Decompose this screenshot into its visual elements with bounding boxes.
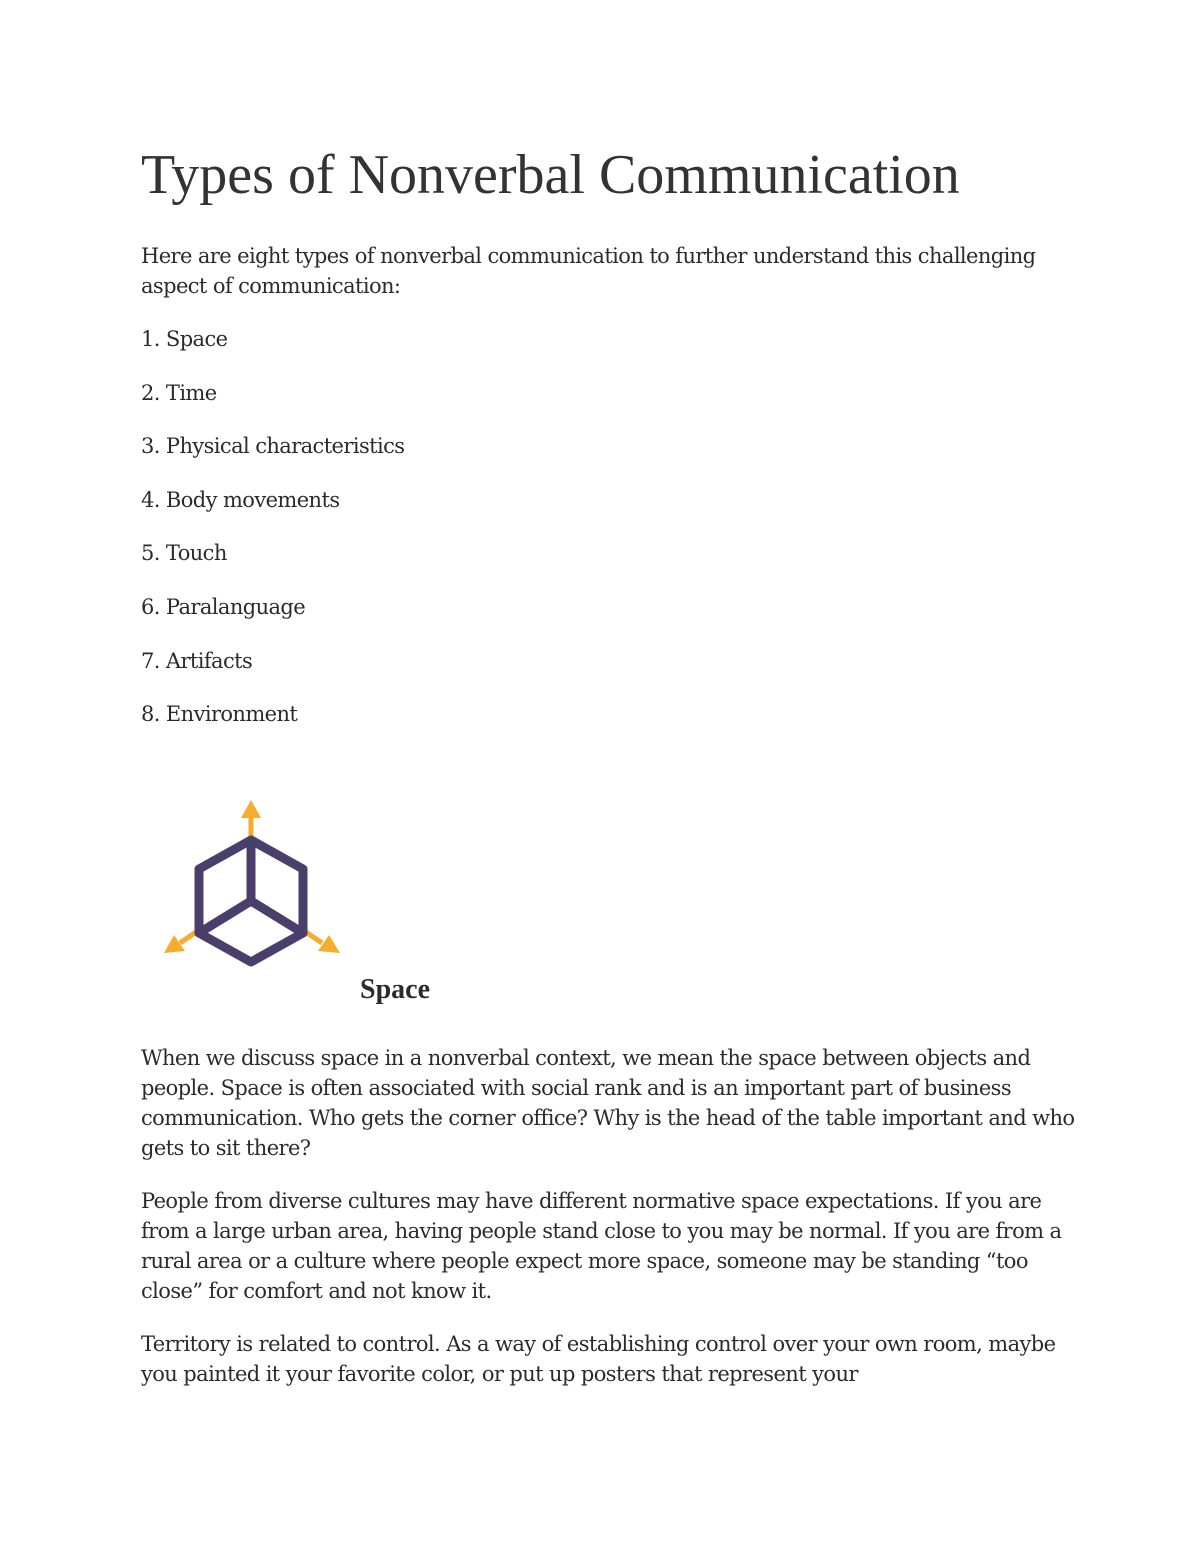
page-title: Types of Nonverbal Communication — [141, 144, 960, 206]
section-heading: Space — [360, 974, 430, 1005]
paragraph: People from diverse cultures may have different normative space expectations. If you are from a large urban area, having people stand close to you may be normal. If you are from a rural area or a culture where people expect more space, someone may be standing “too close” for comfort and not know it. — [141, 1189, 1062, 1303]
list-item: 5. Touch — [141, 541, 227, 566]
list-item: 7. Artifacts — [141, 648, 253, 673]
list-item: 4. Body movements — [141, 487, 340, 512]
list-item: 1. Space — [141, 327, 228, 351]
paragraph: When we discuss space in a nonverbal context, we mean the space between objects and people. Space is often associated with social rank and is an important part of business communication. Who gets the corner office? Why is the head of the table important and who gets to sit there? — [141, 1046, 1075, 1160]
list-item: 3. Physical characteristics — [141, 434, 405, 459]
section-body — [141, 1043, 1076, 1412]
types-list — [141, 324, 404, 753]
paragraph: Territory is related to control. As a way of establishing control over your own room, maybe you painted it your favorite color, or put up posters that represent your — [141, 1332, 1056, 1386]
list-item: 8. Environment — [141, 702, 298, 727]
cube-axes-icon — [160, 798, 345, 970]
intro-paragraph: Here are eight types of nonverbal communication to further understand this challenging aspect of communication: — [141, 244, 1036, 298]
cube-outline — [199, 840, 303, 962]
list-item: 6. Paralanguage — [141, 594, 306, 619]
list-item: 2. Time — [141, 380, 217, 405]
